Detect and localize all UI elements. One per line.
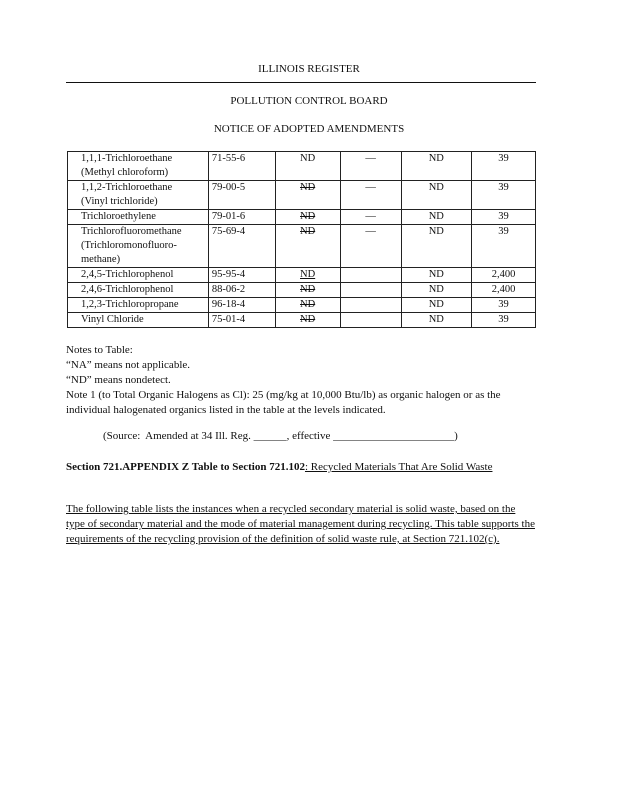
value-cell: ND: [401, 298, 472, 313]
value-cell: —: [340, 210, 401, 225]
value-cell: 39: [472, 210, 536, 225]
chemical-name: 1,1,1-Trichloroethane (Methyl chloroform): [68, 152, 209, 181]
cas-number: 75-01-4: [208, 313, 275, 328]
chemical-table: [67, 151, 536, 328]
value-cell: 39: [472, 152, 536, 181]
value-cell: 39: [472, 313, 536, 328]
section-heading: [66, 460, 536, 475]
value-cell: ND: [401, 152, 472, 181]
value-cell: ND: [401, 313, 472, 328]
value-cell: ND: [275, 210, 340, 225]
value-cell: ND: [275, 313, 340, 328]
note-na: “NA” means not applicable.: [66, 359, 191, 371]
value-cell: ND: [401, 181, 472, 210]
note-1: Note 1 (to Total Organic Halogens as Cl): 25 (mg/kg at 10,000 Btu/lb) as organic halogen or as the individual halogenated organics listed in the table at the levels indicated.: [66, 389, 501, 416]
cas-number: 96-18-4: [208, 298, 275, 313]
chemical-name: Trichlorofluoromethane (Trichloromonofluoro- methane): [68, 225, 209, 268]
chemical-name: 1,1,2-Trichloroethane (Vinyl trichloride): [68, 181, 209, 210]
value-cell: [340, 268, 401, 283]
source-note: (Source: Amended at 34 Ill. Reg. ______, effective ______________________): [103, 430, 458, 442]
value-cell: ND: [275, 152, 340, 181]
table-notes: [66, 343, 546, 418]
table-row: [68, 283, 536, 298]
cas-number: 79-01-6: [208, 210, 275, 225]
chemical-name: 1,2,3-Trichloropropane: [68, 298, 209, 313]
table-row: [68, 313, 536, 328]
value-cell: ND: [275, 181, 340, 210]
table-row: [68, 268, 536, 283]
value-cell: 39: [472, 298, 536, 313]
notes-heading: Notes to Table:: [66, 344, 133, 356]
note-nd: “ND” means nondetect.: [66, 374, 171, 386]
cas-number: 95-95-4: [208, 268, 275, 283]
value-cell: 39: [472, 225, 536, 268]
register-title: ILLINOIS REGISTER: [258, 63, 360, 75]
value-cell: ND: [401, 268, 472, 283]
cas-number: 79-00-5: [208, 181, 275, 210]
value-cell: —: [340, 181, 401, 210]
cas-number: 88-06-2: [208, 283, 275, 298]
value-cell: —: [340, 225, 401, 268]
header-rule: [66, 82, 536, 83]
chemical-name: 2,4,5-Trichlorophenol: [68, 268, 209, 283]
table-row: [68, 298, 536, 313]
value-cell: ND: [401, 210, 472, 225]
section-number: Section 721.APPENDIX Z Table to Section 721.102: [66, 461, 305, 473]
chemical-name: Trichloroethylene: [68, 210, 209, 225]
cas-number: 71-55-6: [208, 152, 275, 181]
chemical-name: 2,4,6-Trichlorophenol: [68, 283, 209, 298]
notice-title: NOTICE OF ADOPTED AMENDMENTS: [213, 123, 405, 135]
board-title: POLLUTION CONTROL BOARD: [230, 95, 388, 107]
section-title: : Recycled Materials That Are Solid Waste: [304, 461, 493, 473]
value-cell: 39: [472, 181, 536, 210]
table-row: [68, 225, 536, 268]
value-cell: 2,400: [472, 283, 536, 298]
table-row: [68, 210, 536, 225]
value-cell: [340, 313, 401, 328]
value-cell: [340, 298, 401, 313]
value-cell: ND: [275, 225, 340, 268]
chemical-name: Vinyl Chloride: [68, 313, 209, 328]
value-cell: [340, 283, 401, 298]
value-cell: ND: [275, 268, 340, 283]
cas-number: 75-69-4: [208, 225, 275, 268]
value-cell: ND: [401, 283, 472, 298]
section-body: The following table lists the instances when a recycled secondary material is solid waste, based on the type of secondary material and the mode of material management during recycling. This table supports the requirements of the recycling provision of the definition of solid waste rule, at Section 721.102(c).: [66, 503, 535, 545]
table-row: [68, 152, 536, 181]
value-cell: ND: [401, 225, 472, 268]
value-cell: 2,400: [472, 268, 536, 283]
value-cell: ND: [275, 298, 340, 313]
value-cell: —: [340, 152, 401, 181]
value-cell: ND: [275, 283, 340, 298]
table-row: [68, 181, 536, 210]
